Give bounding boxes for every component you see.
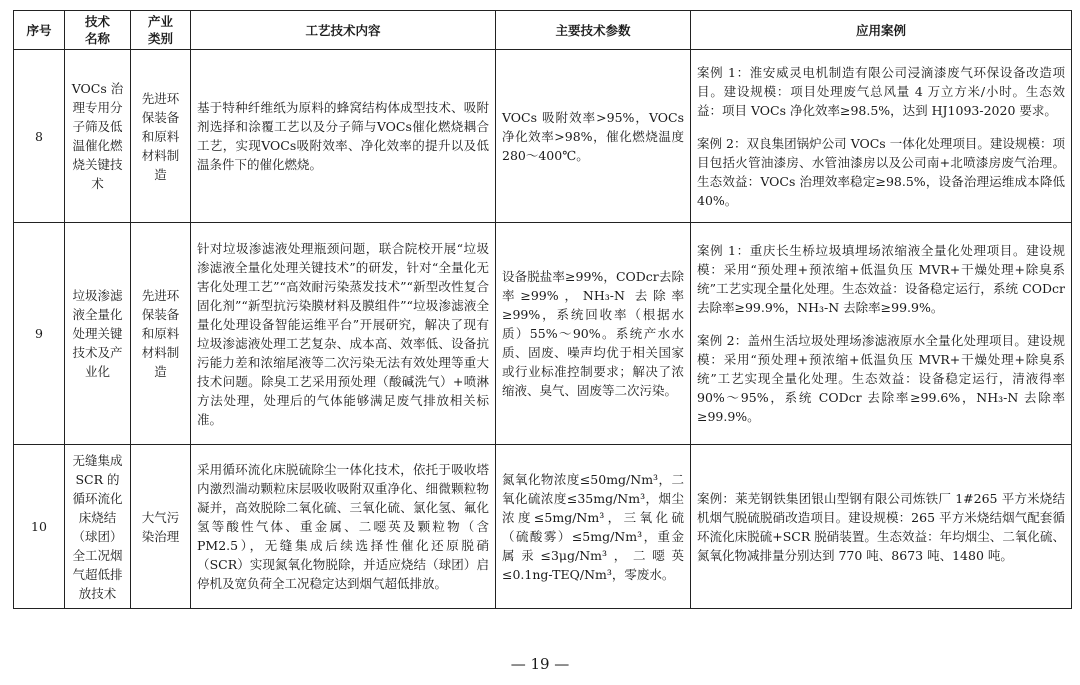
technology-table [13, 10, 1072, 609]
industry-category: 大气污染治理 [131, 445, 191, 609]
application-cases [691, 50, 1072, 223]
application-cases [691, 223, 1072, 445]
process-content: 基于特种纤维纸为原料的蜂窝结构体成型技术、吸附剂选择和涂覆工艺以及分子筛与VOCs催化燃烧耦合工艺，实现VOCs吸附效率、净化效率的提升以及低温条件下的催化燃烧。 [191, 50, 496, 223]
main-parameters: VOCs 吸附效率>95%，VOCs净化效率>98%，催化燃烧温度 280～400℃。 [496, 50, 691, 223]
table-row [14, 223, 1072, 445]
main-parameters: 设备脱盐率≥99%，CODcr去除率≥99%，NH₃-N 去除率≥99%，系统回收率（根据水质）55%～90%。系统产水水质、固废、噪声均优于相关国家或行业标准控制要求；解决了浓缩液、臭气、固废等二次污染。 [496, 223, 691, 445]
table-row [14, 50, 1072, 223]
row-number: 9 [14, 223, 65, 445]
row-number: 10 [14, 445, 65, 609]
table-header-row [14, 11, 1072, 50]
header-name: 技术 名称 [65, 11, 131, 50]
row-number: 8 [14, 50, 65, 223]
tech-name: 垃圾渗滤液全量化处理关键技术及产业化 [65, 223, 131, 445]
tech-name: VOCs 治理专用分子筛及低温催化燃烧关键技术 [65, 50, 131, 223]
process-content: 采用循环流化床脱硫除尘一体化技术，依托于吸收塔内激烈湍动颗粒床层吸收吸附双重净化、细微颗粒物凝并，高效脱除二氧化硫、三氧化硫、氯化氢、氟化氢等酸性气体、重金属、二噁英及颗粒物（含 PM2.5），无缝集成后续选择性催化还原脱硝（SCR）实现氮氧化物脱除，并适应烧结（球团）启停机及宽负荷全工况稳定达到烟气超低排放。 [191, 445, 496, 609]
tech-name: 无缝集成 SCR 的循环流化床烧结（球团）全工况烟气超低排放技术 [65, 445, 131, 609]
case-item: 案例 1：重庆长生桥垃圾填埋场浓缩液全量化处理项目。建设规模：采用“预处理+预浓缩+低温负压 MVR+干燥处理+除臭系统”工艺实现全量化处理。生态效益：设备稳定运行，系统 CODcr 去除率≥99.9%，NH₃-N 去除率≥99.9%。 [697, 243, 1065, 315]
application-cases [691, 445, 1072, 609]
header-cases: 应用案例 [691, 11, 1072, 50]
header-params: 主要技术参数 [496, 11, 691, 50]
case-item: 案例 1：淮安威灵电机制造有限公司浸滴漆废气环保设备改造项目。建设规模：项目处理废气总风量 4 万立方米/小时。生态效益：项目 VOCs 净化效率≥98.5%，达到 HJ1093-2020 要求。 [697, 64, 1065, 118]
case-item: 案例 2：盖州生活垃圾处理场渗滤液原水全量化处理项目。建设规模：采用“预处理+预浓缩+低温负压 MVR+干燥处理+除臭系统”工艺实现全量化处理。生态效益：设备稳定运行，清液得率 90%～95%，系统 CODcr 去除率≥99.6%，NH₃-N 去除率≥99.9%。 [697, 333, 1065, 424]
main-parameters: 氮氧化物浓度≤50mg/Nm³，二氧化硫浓度≤35mg/Nm³，烟尘浓度≤5mg/Nm³，三氧化硫（硫酸雾）≤5mg/Nm³，重金属汞≤3μg/Nm³，二噁英≤0.1ng-TEQ/Nm³，零废水。 [496, 445, 691, 609]
case-item: 案例 2：双良集团锅炉公司 VOCs 一体化处理项目。建设规模：项目包括火管油漆房、水管油漆房以及公司南+北喷漆房废气治理。生态效益：VOCs 治理效率稳定≥98.5%，设备治理运维成本降低 40%。 [697, 135, 1065, 208]
industry-category: 先进环保装备和原料材料制造 [131, 50, 191, 223]
process-content: 针对垃圾渗滤液处理瓶颈问题，联合院校开展“垃圾渗滤液全量化处理关键技术”的研发，针对“全量化无害化处理工艺”“高效耐污染蒸发技术”“新型改性复合固化剂”“新型抗污染膜材料及膜组件”“垃圾渗滤液全量化处理设备智能运维平台”开展研究，解决了现有垃圾渗滤液处理工艺复杂、成本高、效率低、设备抗污能力差和浓缩尾液等二次污染无法有效处理等重大技术问题。除臭工艺采用预处理（酸碱洗气）+喷淋方法处理，处理后的气体能够满足废气排放相关标准。 [191, 223, 496, 445]
case-item: 案例：莱芜钢铁集团银山型钢有限公司炼铁厂 1#265 平方米烧结机烟气脱硫脱硝改造项目。建设规模：265 平方米烧结烟气配套循环流化床脱硫+SCR 脱硝装置。生态效益：年均烟尘、二氧化硫、氮氧化物减排量分别达到 770 吨、8673 吨、1480 吨。 [697, 490, 1065, 563]
header-category: 产业 类别 [131, 11, 191, 50]
header-num: 序号 [14, 11, 65, 50]
header-content: 工艺技术内容 [191, 11, 496, 50]
table-row [14, 445, 1072, 609]
page-number: — 19 — [510, 655, 570, 673]
industry-category: 先进环保装备和原料材料制造 [131, 223, 191, 445]
